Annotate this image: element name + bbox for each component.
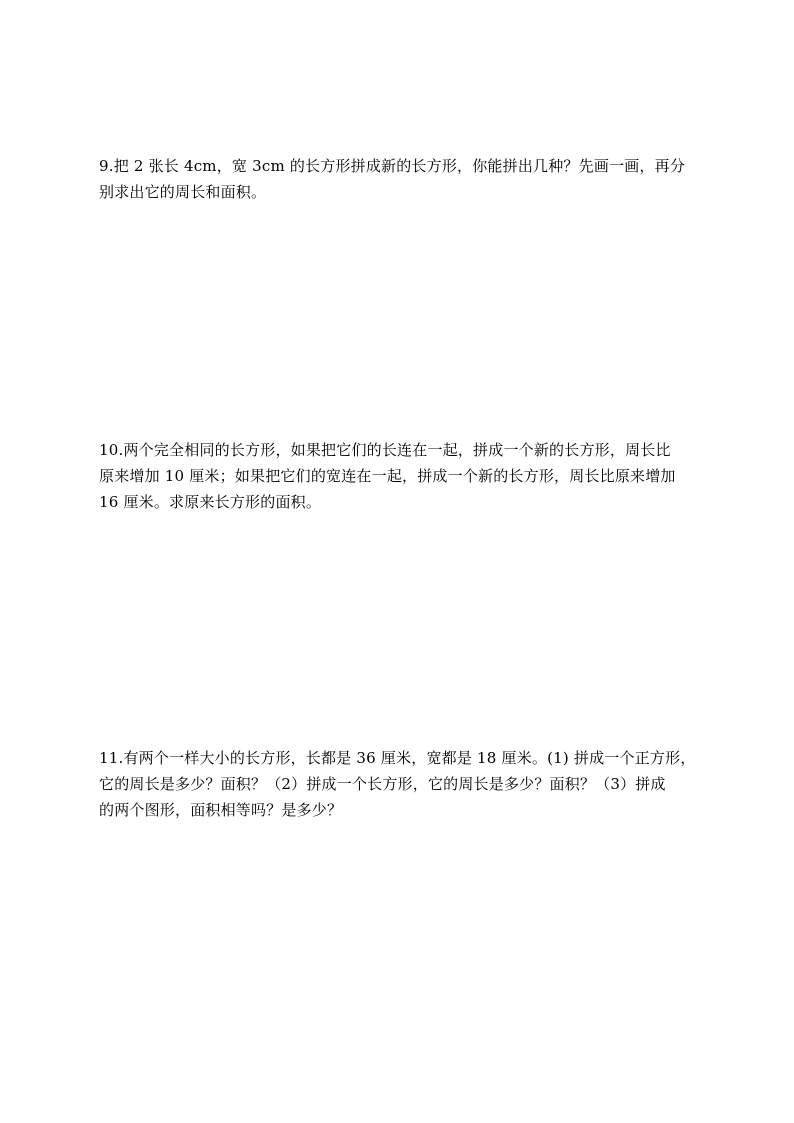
problem-10-line-3: 16 厘米。求原来长方形的面积。 [99, 493, 322, 511]
problem-9 [99, 153, 697, 205]
problem-9-line-1: 9.把 2 张长 4cm，宽 3cm 的长方形拼成新的长方形，你能拼出几种？先画一画，再分 [99, 157, 686, 175]
problem-11-line-1: 11.有两个一样大小的长方形，长都是 36 厘米，宽都是 18 厘米。(1) 拼成一个正方形， [99, 749, 696, 767]
problem-11 [99, 745, 697, 823]
problem-11-line-2: 它的周长是多少？面积？（2）拼成一个长方形，它的周长是多少？面积？（3）拼成 [99, 775, 666, 793]
problem-10 [99, 437, 697, 515]
problem-11-line-3: 的两个图形，面积相等吗？是多少？ [99, 801, 343, 819]
problem-10-line-2: 原来增加 10 厘米；如果把它们的宽连在一起，拼成一个新的长方形，周长比原来增加 [99, 467, 676, 485]
problem-10-line-1: 10.两个完全相同的长方形，如果把它们的长连在一起，拼成一个新的长方形，周长比 [99, 441, 671, 459]
problem-9-line-2: 别求出它的周长和面积。 [99, 183, 267, 201]
